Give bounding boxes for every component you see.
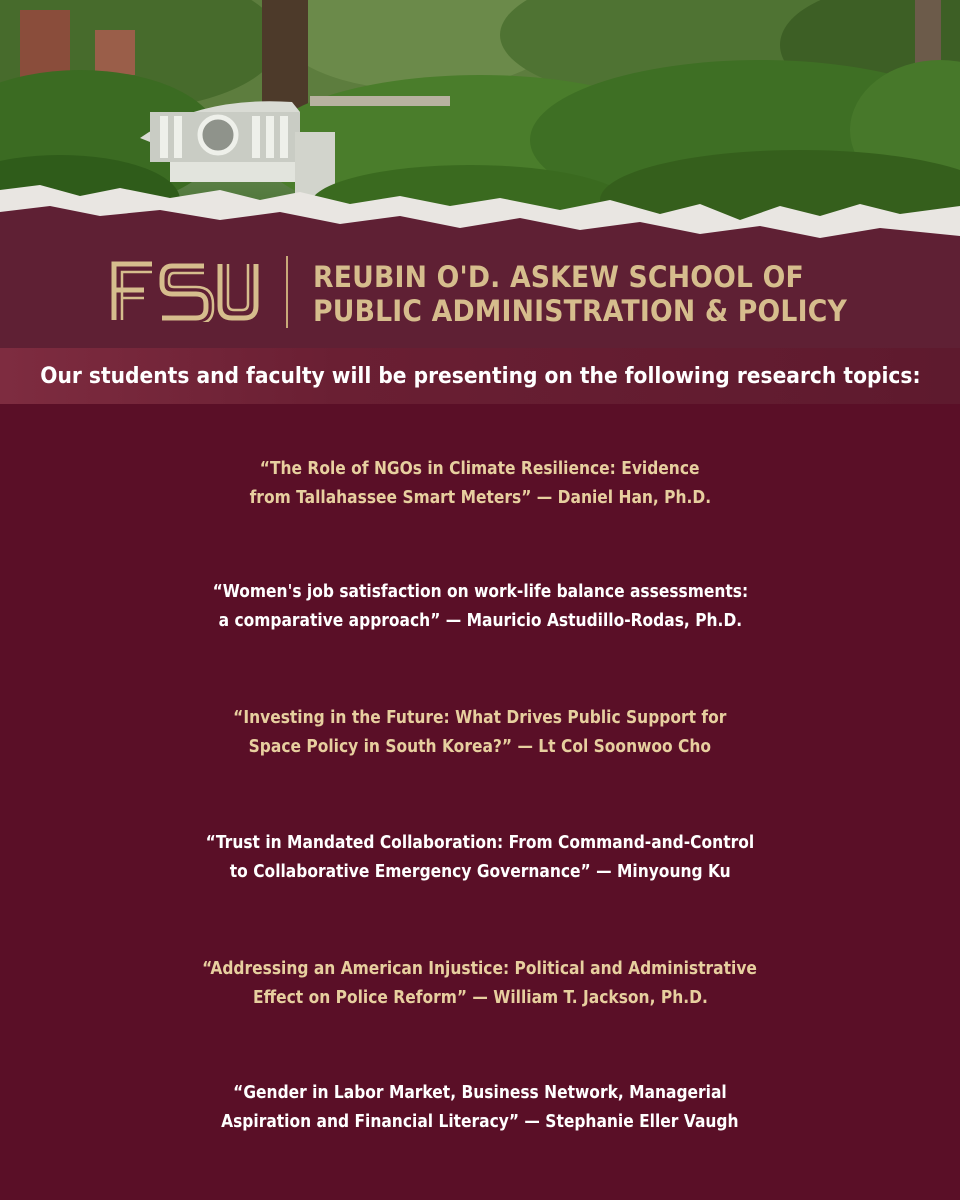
school-name-line-2: PUBLIC ADMINISTRATION & POLICY [313, 294, 847, 328]
topic-author-line: Effect on Police Reform” — William T. Jackson, Ph.D. [252, 987, 708, 1008]
school-name [313, 260, 847, 328]
fsu-logo [108, 260, 262, 322]
garden-bench-photo-icon [0, 0, 960, 250]
school-name-line-1: REUBIN O'D. ASKEW SCHOOL OF [313, 260, 804, 294]
topic-item [0, 1078, 960, 1136]
topic-item [0, 954, 960, 1012]
topic-title-line: “Investing in the Future: What Drives Public Support for [233, 707, 727, 728]
topic-title-line: “Trust in Mandated Collaboration: From Command-and-Control [205, 832, 755, 853]
topic-author-line: from Tallahassee Smart Meters” — Daniel Han, Ph.D. [249, 487, 711, 508]
topic-title-line: “The Role of NGOs in Climate Resilience: Evidence [260, 458, 700, 479]
topic-title-line: “Women's job satisfaction on work-life balance assessments: [212, 581, 748, 602]
intro-text-content: Our students and faculty will be presenting on the following research topics: [39, 363, 921, 389]
header-photo [0, 0, 960, 250]
brand-band [0, 240, 960, 348]
brand-divider [286, 256, 288, 328]
topic-author-line: Space Policy in South Korea?” — Lt Col Soonwoo Cho [248, 736, 712, 757]
topic-author-line: to Collaborative Emergency Governance” — Minyoung Ku [229, 861, 731, 882]
topic-item [0, 454, 960, 512]
topic-item [0, 828, 960, 886]
topic-author-line: Aspiration and Financial Literacy” — Stephanie Eller Vaugh [221, 1111, 739, 1132]
intro-banner [0, 348, 960, 404]
topic-title-line: “Addressing an American Injustice: Political and Administrative [202, 958, 758, 979]
topic-item [0, 577, 960, 635]
topic-item [0, 703, 960, 761]
topics-list [0, 404, 960, 1200]
intro-text [0, 348, 960, 404]
topic-author-line: a comparative approach” — Mauricio Astudillo-Rodas, Ph.D. [218, 610, 742, 631]
topic-title-line: “Gender in Labor Market, Business Network, Managerial [233, 1082, 727, 1103]
